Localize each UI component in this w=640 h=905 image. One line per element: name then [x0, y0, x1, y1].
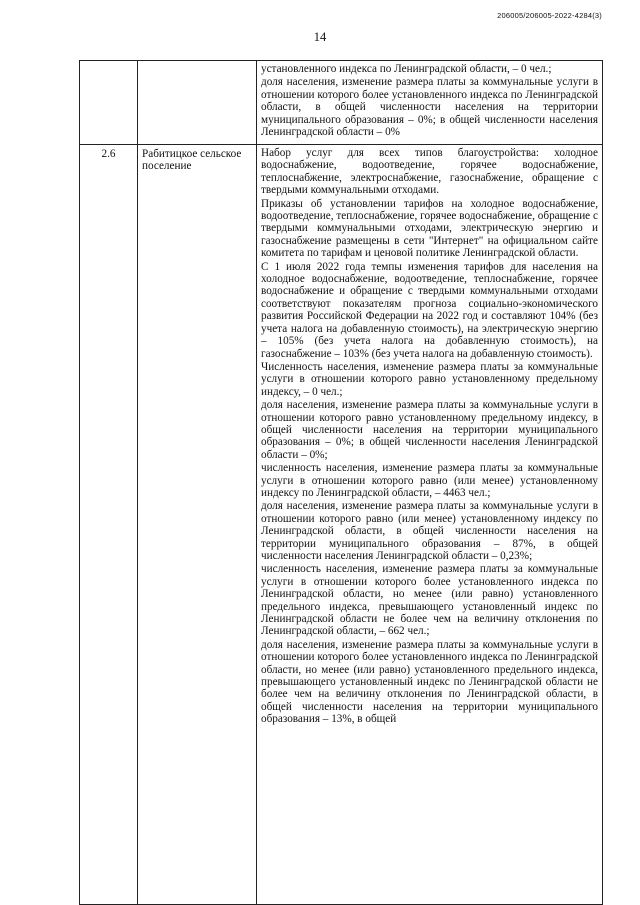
paragraph: доля населения, изменение размера платы за коммунальные услуги в отношении которого равно (или менее) установленному индексу по Ленинградской области, в общей численности населения на территории муниципального образования – 87%, в общей численности населения Ленинградской области – 0,23%;: [261, 500, 598, 562]
paragraph: доля населения, изменение размера платы за коммунальные услуги в отношении которого более установленного индекса по Ленинградской области, в общей численности населения на территории муниципального образования – 0%; в общей численности населения Ленинградской области – 0%: [261, 76, 598, 139]
page-number: 14: [313, 30, 327, 44]
row-name-cell: [138, 61, 257, 145]
row-number-cell: [80, 61, 138, 145]
row-text-cell: [257, 145, 603, 905]
paragraph: доля населения, изменение размера платы за коммунальные услуги в отношении которого более установленного индекса по Ленинградской области, но менее (или равно) установленного предельного индекса, превышающего установленный индекс по Ленинградской области не более чем на величину отклонения по Ленинградской области, в общей численности населения на территории муниципального образования – 13%, в общей: [261, 638, 598, 726]
paragraph: Приказы об установлении тарифов на холодное водоснабжение, водоотведение, теплоснабжение, горячее водоснабжение, обращение с твердыми коммунальными отходами, электрическую энергию и газоснабжение размещены в сети "Интернет" на официальном сайте комитета по тарифам и ценовой политике Ленинградской области.: [261, 197, 598, 260]
table-row-2-6: [80, 145, 603, 905]
paragraph: численность населения, изменение размера платы за коммунальные услуги в отношении которого более установленного индекса по Ленинградской области, но менее (или равно) установленного предельного индекса, превышающего установленный индекс по Ленинградской области не более чем на величину отклонения по Ленинградской области, – 662 чел.;: [261, 563, 598, 638]
table-row-continued: [80, 61, 603, 145]
row-number-cell: 2.6: [80, 145, 138, 905]
document-code: 206005/206005-2022-4284(3): [497, 11, 602, 20]
data-table: [79, 60, 603, 905]
paragraph: Набор услуг для всех типов благоустройства: холодное водоснабжение, водоотведение, горячее водоснабжение, теплоснабжение, электроснабжение, газоснабжение, обращение с твердыми коммунальными отходами.: [261, 147, 598, 197]
paragraph: численность населения, изменение размера платы за коммунальные услуги в отношении которого равно (или менее) установленному индексу по Ленинградской области, – 4463 чел.;: [261, 462, 598, 499]
paragraph: доля населения, изменение размера платы за коммунальные услуги в отношении которого равно установленному предельному индексу, в общей численности населения на территории муниципального образования – 0%; в общей численности населения Ленинградской области – 0%;: [261, 399, 598, 461]
paragraph: установленного индекса по Ленинградской области, – 0 чел.;: [261, 63, 552, 75]
paragraph: Численность населения, изменение размера платы за коммунальные услуги в отношении которого равно установленному предельному индексу, – 0 чел.;: [261, 360, 598, 398]
settlement-name-cell: Рабитицкое сельское поселение: [138, 145, 257, 905]
paragraph: С 1 июля 2022 года темпы изменения тарифов для населения на холодное водоснабжение, водоотведение, теплоснабжение, горячее водоснабжение и обращение с твердыми коммунальными отходами соответствуют показателям прогноза социально-экономического развития Российской Федерации на 2022 год и составляют 104% (без учета налога на добавленную стоимость), на электрическую энергию – 105% (без учета налога на добавленную стоимость), на газоснабжение – 103% (без учета налога на добавленную стоимость).: [261, 260, 598, 360]
row-text-cell: [257, 61, 603, 145]
